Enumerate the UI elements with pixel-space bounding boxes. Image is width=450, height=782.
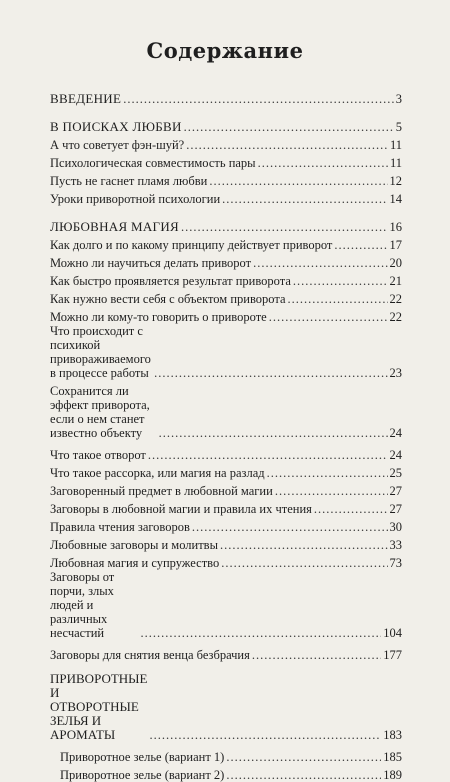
toc-entry-title: Как долго и по какому принципу действует приворот [50,238,333,252]
toc-entry [50,234,402,252]
toc-leader-dots [258,156,388,170]
table-of-contents [50,88,402,782]
toc-entry-page: 20 [389,256,402,270]
toc-leader-dots [186,138,388,152]
toc-leader-dots [334,238,387,252]
toc-entry-title: Правила чтения заговоров [50,520,190,534]
toc-entry-title: Заговоры для снятия венца безбрачия [50,648,250,662]
toc-entry-title: Можно ли кому-то говорить о привороте [50,310,267,324]
toc-entry-page: 17 [389,238,402,252]
toc-entry-page: 189 [383,768,402,782]
toc-entry-title: Что происходит с психикой привораживаемого в процессе работы [50,324,151,380]
toc-leader-dots [159,426,388,440]
toc-entry-page: 30 [389,520,402,534]
toc-entry-title: Заговоренный предмет в любовной магии [50,484,273,498]
toc-leader-dots [253,256,387,270]
toc-entry-page: 23 [389,366,402,380]
toc-entry [50,152,402,170]
toc-leader-dots [226,750,381,764]
toc-entry-title: Что такое отворот [50,448,146,462]
toc-entry [50,480,402,498]
toc-entry-title: ПРИВОРОТНЫЕ И ОТВОРОТНЫЕ ЗЕЛЬЯ И АРОМАТЫ [50,671,148,742]
toc-entry-title: Уроки приворотной психологии [50,192,221,206]
toc-leader-dots [123,92,394,106]
toc-leader-dots [184,120,394,134]
toc-entry [50,384,402,440]
toc-leader-dots [222,192,387,206]
toc-entry-title: Заговоры от порчи, злых людей и различных несчастий [50,570,115,640]
toc-entry [50,644,402,662]
toc-entry-page: 22 [389,310,402,324]
toc-entry [50,498,402,516]
toc-entry-title: Заговоры в любовной магии и правила их чтения [50,502,312,516]
toc-entry-page: 27 [389,502,402,516]
toc-entry-page: 22 [389,292,402,306]
toc-entry [50,188,402,206]
toc-entry [50,552,402,570]
toc-entry [50,252,402,270]
toc-leader-dots [293,274,388,288]
toc-entry-title: Любовная магия и супружество [50,556,220,570]
toc-entry-page: 24 [389,426,402,440]
toc-entry-page: 12 [389,174,402,188]
toc-entry [50,570,402,640]
toc-leader-dots [314,502,388,516]
toc-entry-title: Любовные заговоры и молитвы [50,538,218,552]
toc-entry [50,170,402,188]
toc-entry-title: Как быстро проявляется результат приворота [50,274,291,288]
toc-entry-page: 5 [395,120,402,134]
toc-entry [50,288,402,306]
toc-leader-dots [220,538,388,552]
toc-entry-title: А что советует фэн-шуй? [50,138,185,152]
toc-leader-dots [269,310,388,324]
toc-entry-page: 11 [389,156,402,170]
toc-entry-page: 3 [395,92,402,106]
toc-entry-page: 21 [389,274,402,288]
toc-entry [50,444,402,462]
toc-entry-title: Как нужно вести себя с объектом приворота [50,292,286,306]
toc-entry-page: 33 [389,538,402,552]
toc-entry-page: 177 [383,648,402,662]
toc-entry-page: 14 [389,192,402,206]
toc-entry-page: 25 [389,466,402,480]
toc-leader-dots [154,366,387,380]
toc-leader-dots [252,648,381,662]
toc-entry-title: Приворотное зелье (вариант 1) [60,750,225,764]
toc-leader-dots [221,556,387,570]
toc-leader-dots [140,626,381,640]
toc-entry [50,746,402,764]
toc-entry-title: ЛЮБОВНАЯ МАГИЯ [50,219,180,234]
toc-leader-dots [149,728,381,742]
toc-entry-title: В ПОИСКАХ ЛЮБВИ [50,119,182,134]
toc-entry [50,534,402,552]
toc-entry-title: Пусть не гаснет пламя любви [50,174,208,188]
toc-entry [50,462,402,480]
toc-entry [50,324,402,380]
toc-entry-title: Можно ли научиться делать приворот [50,256,252,270]
toc-entry [50,270,402,288]
toc-entry [50,88,402,106]
page-title: Содержание [146,38,304,63]
toc-entry [50,216,402,234]
toc-entry-title: ВВЕДЕНИЕ [50,91,122,106]
toc-entry-page: 27 [389,484,402,498]
toc-entry-page: 16 [389,220,402,234]
toc-entry-page: 183 [383,728,402,742]
toc-leader-dots [288,292,388,306]
toc-entry-page: 24 [389,448,402,462]
toc-leader-dots [275,484,388,498]
toc-entry [50,116,402,134]
toc-entry-title: Приворотное зелье (вариант 2) [60,768,225,782]
toc-entry-page: 73 [389,556,402,570]
toc-entry-page: 185 [383,750,402,764]
toc-entry [50,134,402,152]
toc-leader-dots [181,220,387,234]
toc-leader-dots [148,448,388,462]
toc-entry [50,764,402,782]
toc-entry [50,672,402,742]
toc-leader-dots [192,520,388,534]
toc-entry-title: Что такое рассорка, или магия на разлад [50,466,265,480]
toc-entry-page: 104 [383,626,402,640]
toc-entry [50,306,402,324]
toc-entry-title: Сохранится ли эффект приворота, если о нем станет известно объекту [50,384,150,440]
toc-leader-dots [226,768,381,782]
toc-leader-dots [209,174,387,188]
toc-leader-dots [267,466,388,480]
toc-entry-page: 11 [389,138,402,152]
toc-entry-title: Психологическая совместимость пары [50,156,256,170]
toc-entry [50,516,402,534]
